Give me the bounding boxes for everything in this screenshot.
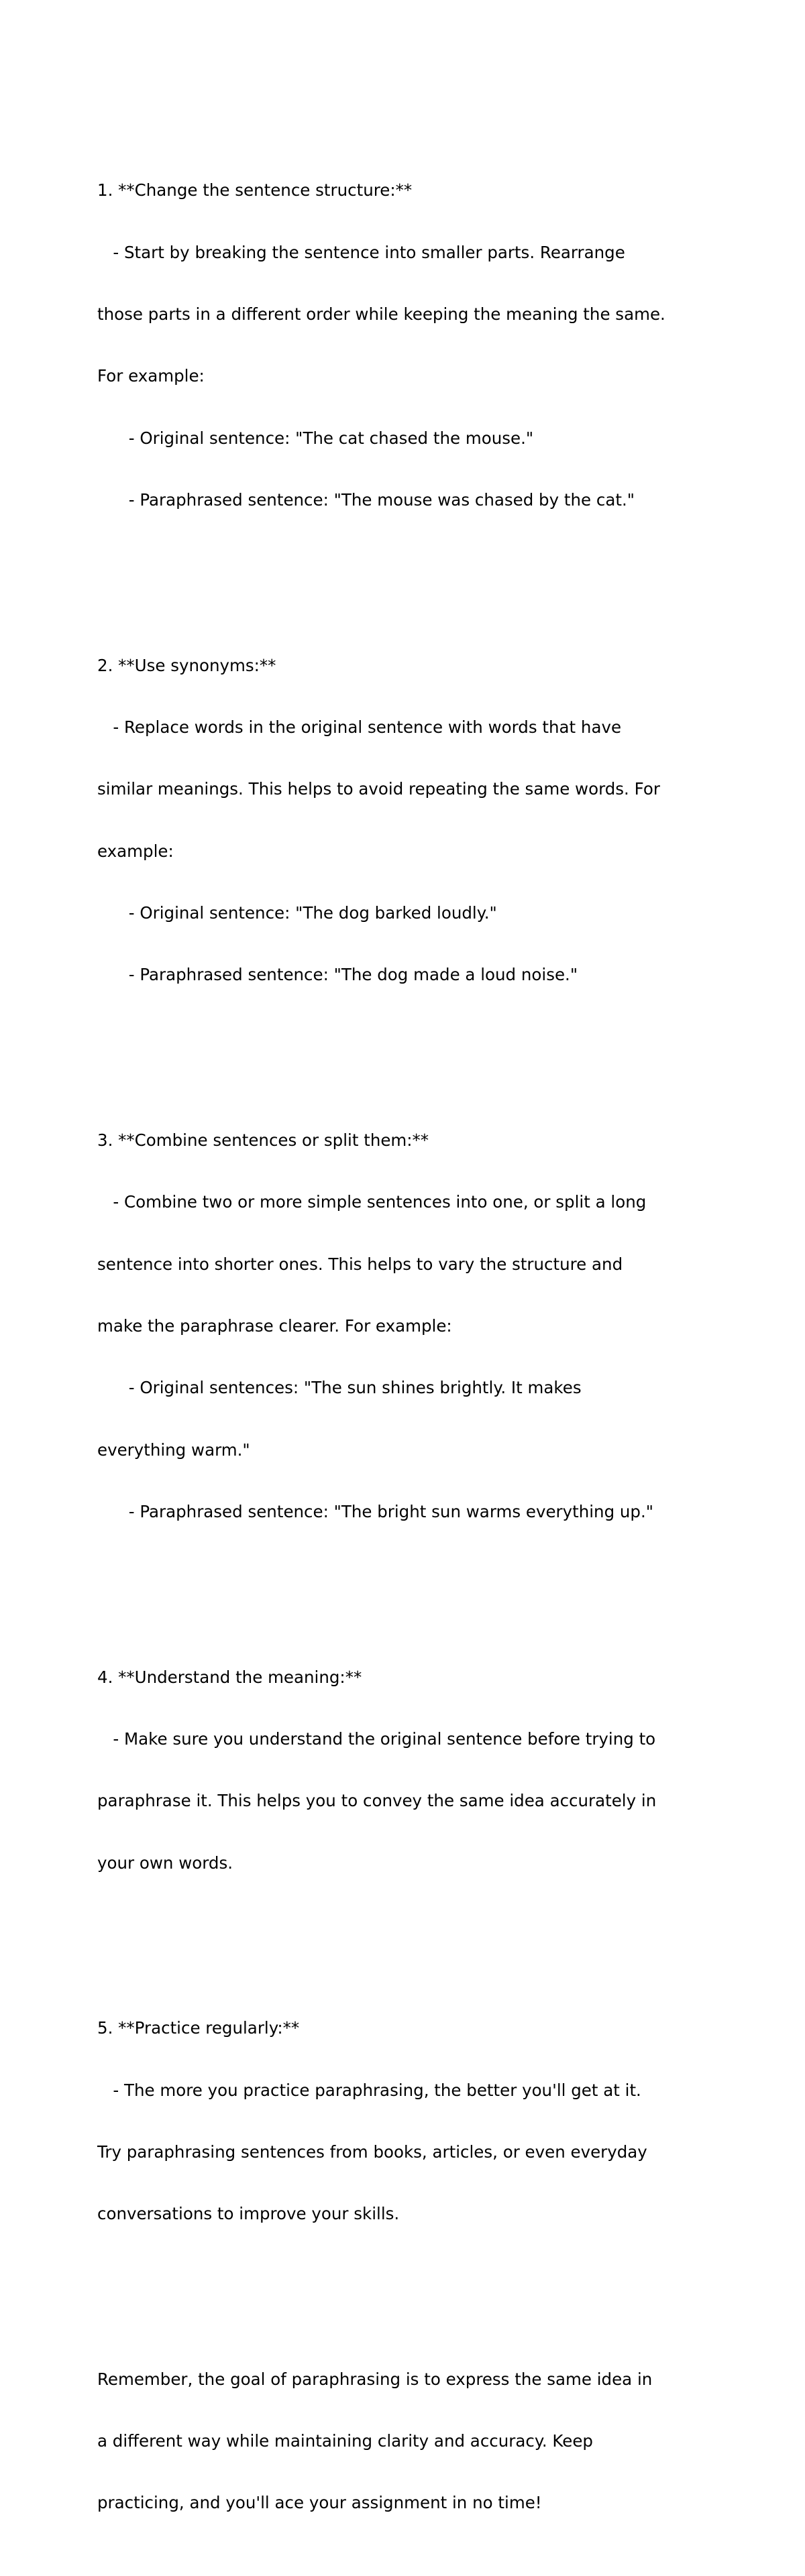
paragraph-gap (97, 2266, 741, 2287)
section-line: - The more you practice paraphrasing, the better you'll get at it. (97, 2080, 641, 2100)
section-line: - Start by breaking the sentence into smaller parts. Rearrange (97, 242, 625, 262)
paragraph-gap (97, 552, 741, 573)
section-line: - Combine two or more simple sentences into one, or split a long (97, 1192, 647, 1212)
section-line: - Original sentence: "The dog barked loudly." (97, 903, 497, 923)
section-line: - Paraphrased sentence: "The dog made a loud noise." (97, 965, 578, 985)
section-line: similar meanings. This helps to avoid repeating the same words. For (97, 779, 660, 799)
section-heading: 4. **Understand the meaning:** (97, 1667, 362, 1687)
closing-line: a different way while maintaining clarity and accuracy. Keep (97, 2431, 593, 2451)
paragraph-gap (97, 1915, 741, 1936)
closing-line: Remember, the goal of paraphrasing is to express the same idea in (97, 2369, 653, 2389)
section-heading: 3. **Combine sentences or split them:** (97, 1130, 429, 1150)
closing-line: practicing, and you'll ace your assignment in no time! (97, 2493, 542, 2513)
section-heading: 2. **Use synonyms:** (97, 655, 276, 675)
section-line: - Original sentences: "The sun shines brightly. It makes (97, 1378, 582, 1398)
section-line: - Paraphrased sentence: "The bright sun warms everything up." (97, 1502, 654, 1522)
section-heading: 5. **Practice regularly:** (97, 2018, 300, 2038)
section-line: your own words. (97, 1853, 233, 1873)
paragraph-gap (97, 1564, 741, 1585)
section-line: Try paraphrasing sentences from books, articles, or even everyday (97, 2142, 647, 2162)
section-line: - Original sentence: "The cat chased the mouse." (97, 428, 534, 448)
section-line: make the paraphrase clearer. For example: (97, 1316, 452, 1336)
section-line: paraphrase it. This helps you to convey the same idea accurately in (97, 1791, 657, 1811)
section-line: For example: (97, 366, 205, 386)
section-line: - Make sure you understand the original sentence before trying to (97, 1729, 656, 1749)
section-line: sentence into shorter ones. This helps to vary the structure and (97, 1254, 623, 1274)
section-line: example: (97, 841, 174, 861)
section-line: conversations to improve your skills. (97, 2204, 400, 2224)
section-line: everything warm." (97, 1440, 250, 1460)
section-line: - Replace words in the original sentence with words that have (97, 717, 622, 737)
section-heading: 1. **Change the sentence structure:** (97, 180, 413, 200)
document-body (97, 98, 741, 2576)
paragraph-gap (97, 1027, 741, 1048)
section-line: those parts in a different order while keeping the meaning the same. (97, 304, 665, 324)
section-line: - Paraphrased sentence: "The mouse was chased by the cat." (97, 490, 635, 510)
